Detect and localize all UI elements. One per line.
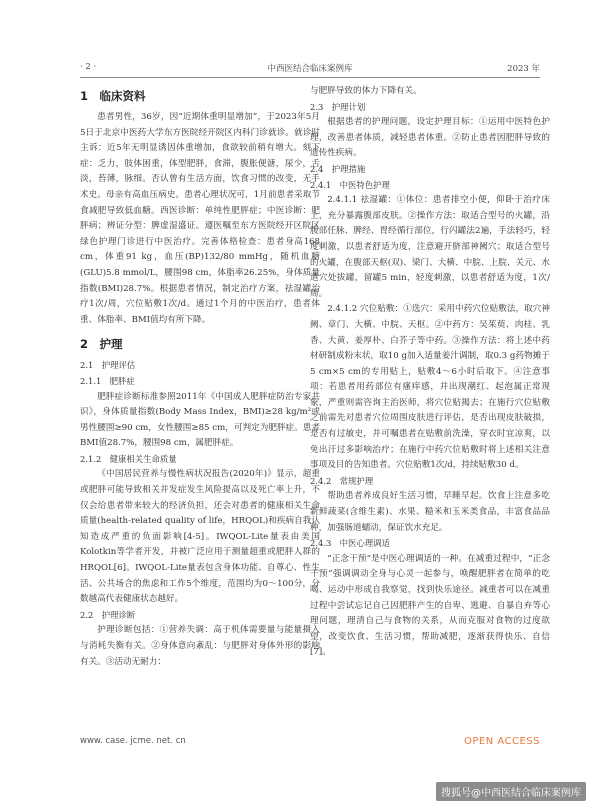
journal-title: 中西医结合临床案例库 — [267, 64, 353, 74]
section-nursing-title: 2 护理 — [80, 337, 123, 352]
footer-url[interactable]: www. case. jcme. net. cn — [80, 736, 186, 746]
journal-year: 2023 年 — [507, 64, 540, 74]
clinical-data-paragraph: 患者男性，36岁，因“近期体重明显增加”，于2023年5月5日于北京中医药大学东方医院经开院区内科门诊就诊。就诊时主诉：近5年无明显诱因体重增加，食欲较前稍有增大。刻下症：乏力，肢体困重，体型肥胖，食滞，腹胀便溏，尿少，舌淡，苔薄，脉细。否认曾有生活方面，饮食习惯的改变，无手术史。母亲有高血压病史。患者心理状况可，1月前患者采取节食减肥导致低血糖。西医诊断：单纯性肥胖症；中医诊断：肥胖病；辨证分型：脾虚湿盛证。遵医嘱至东方医院经开区院区绿色护理门诊进行中医治疗。完善体格检查：患者身高168 cm，体重91 kg，血压(BP)132/80 mmHg，随机血糖(GLU)5.8 mmol/L，腰围98 cm，体脂率26.25%，身体质量指数(BMI)28.7%。根据患者情况，制定治疗方案，祛湿罐治疗1次/周，穴位贴敷1次/d。通过1个月的中医治疗，患者体重、体脂率、BMI值均有所下降。 — [80, 112, 320, 325]
subsection-hrqol: 2.1.2 健康相关生命质量 — [80, 453, 177, 464]
subsection-nursing-plan: 2.3 护理计划 — [310, 101, 366, 112]
continued-paragraph: 与肥胖导致的体力下降有关。 — [310, 86, 422, 96]
page-header — [80, 62, 540, 76]
left-column — [80, 84, 320, 670]
obesity-paragraph: 肥胖症诊断标准参照2011年《中国成人肥胖症防治专家共识》，身体质量指数(Body Mass Index，BMI)≥28 kg/m²或男性腰围≥90 cm，女性腰围≥85 cm，可判定为肥胖症。患者BMI值28.7%，腰围98 cm，属肥胖症。 — [80, 391, 320, 449]
routine-nursing-paragraph: 帮助患者养成良好生活习惯，早睡早起。饮食上注意多吃新鲜蔬菜(含维生素)、水果、糙米和玉米类食品，丰富食品品种，加强肠道蠕动，保证饮水充足。 — [310, 491, 550, 533]
cupping-paragraph: 2.4.1.1 祛湿罐：①体位：患者排空小便，仰卧于治疗床上，充分暴露腹部皮肤。②操作方法：取适合型号的火罐，沿腹部任脉、脾经、胃经循行部位，行闪罐法2遍，手法轻巧，轻度刺激，以患者舒适为度，注意避开脐部神阙穴；取适合型号的火罐，在腹部天枢(双)、梁门、大横、中脘、上脘、关元、水道穴处拔罐，留罐5 min，轻度刺激，以患者舒适为度，1次/周。 — [310, 195, 550, 299]
subsection-routine-nursing: 2.4.2 常规护理 — [310, 475, 374, 486]
watermark: 搜狐号@中西医结合临床案例库 — [436, 782, 586, 801]
subsection-nursing-assessment: 2.1 护理评估 — [80, 360, 136, 371]
page-number: · 2 · — [80, 62, 97, 72]
acupoint-paragraph: 2.4.1.2 穴位贴敷：①选穴：采用中药穴位贴敷法，取穴神阙、章门、大横、中脘、天枢。②中药方：吴茱萸、肉桂、乳香、大黄、姜厚朴、白芥子等中药。③操作方法：将上述中药材研制成粉末状，取10 g加入适量姜汁调制，取0.3 g药物摊于5 cm×5 cm的专用贴上，贴敷4～6小时后取下。④注意事项：若患者用药部位有瘙痒感，并出现潮红、起泡属正常现象，严重则需咨询主治医师，将穴位贴揭去；在施行穴位贴敷之前需先对患者穴位周围皮肤进行评估，是否出现皮肤破损，是否有过敏史，并可嘱患者在贴敷前洗澡，穿衣时宜凉爽，以免出汗过多影响治疗；在施行中药穴位贴敷时将上述相关注意事项及目的告知患者。穴位贴敷1次/d，持续贴敷30 d。 — [310, 304, 550, 471]
subsection-psychological: 2.4.3 中医心理调适 — [310, 538, 390, 549]
subsection-nursing-diagnosis: 2.2 护理诊断 — [80, 609, 136, 620]
hrqol-paragraph: 《中国居民营养与慢性病状况报告(2020年)》显示，超重或肥胖可能导致相关并发症发生风险提高以及死亡率上升，不仅会给患者带来较大的经济负担，还会对患者的健康相关生命质量(health-related quality of life，HRQOL)和疾病自我认知造成严重的负面影响[4-5]。IWQOL-Lite量表由美国Kolotkin等学者开发，并被广泛应用于测量超重或肥胖人群的HRQOL[6]。IWQOL-Lite量表包含身体功能、自尊心、性生活、公共场合的焦虑和工作5个维度，范围均为0～100分，分数越高代表健康状态越好。 — [80, 469, 320, 605]
section-clinical-data-title: 1 临床资料 — [80, 89, 146, 103]
subsection-obesity: 2.1.1 肥胖症 — [80, 375, 135, 386]
nursing-plan-paragraph: 根据患者的护理问题，设定护理目标：①运用中医特色护理，改善患者体质，减轻患者体重。②防止患者因肥胖导致的遗传性疾病。 — [310, 117, 550, 159]
nursing-diagnosis-paragraph: 护理诊断包括：①营养失调：高于机体需要量与能量摄入与消耗失衡有关。②身体意向紊乱：与肥胖对身体外形的影响有关。③活动无耐力： — [80, 625, 320, 667]
subsection-nursing-measures: 2.4 护理措施 — [310, 163, 366, 174]
header-rule — [80, 77, 540, 78]
subsection-tcm-nursing: 2.4.1 中医特色护理 — [310, 179, 390, 190]
psychological-paragraph: “正念干预”是中医心理调适的一种。在减重过程中，“正念干预”强调调动全身与心灵一起参与，唤醒肥胖者在简单的吃喝、运动中形成自我察觉，找到快乐途径。减重者可以在减重过程中尝试忘记自己因肥胖产生的自卑、逃避、自暴自弃等心理问题，理清自己与食物的关系，从而克服对食物的过度欲望，改变饮食、生活习惯，帮助减肥，逐渐获得快乐、自信[7]。 — [310, 553, 550, 658]
right-column — [310, 84, 550, 661]
open-access-badge: OPEN ACCESS — [463, 736, 540, 747]
